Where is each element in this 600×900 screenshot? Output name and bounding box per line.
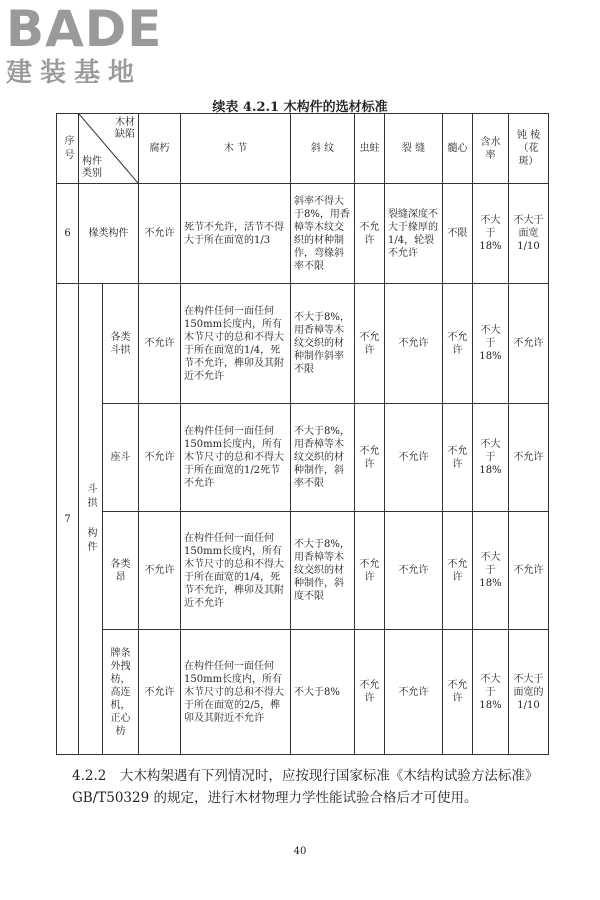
row7-item-insect: 不允许 bbox=[355, 630, 385, 755]
diag-top-label: 木材 缺陷 bbox=[115, 117, 135, 140]
row7-item-name: 各类昂 bbox=[103, 512, 139, 630]
row7-item-name: 牌条外拽枋，高连机，正心枋 bbox=[103, 630, 139, 755]
logo-main-text: BADE bbox=[6, 0, 163, 58]
row6-grain: 斜率不得大于8%，用香樟等木纹交织的材种制作，弯椽斜率不限 bbox=[291, 184, 355, 284]
row7-item-decay: 不允许 bbox=[139, 512, 181, 630]
row7-item-wane: 不允许 bbox=[509, 284, 549, 404]
row7-item-moisture: 不大于18% bbox=[473, 512, 509, 630]
row7-item-decay: 不允许 bbox=[139, 630, 181, 755]
timber-standard-table bbox=[56, 113, 549, 755]
row6-crack: 裂缝深度不大于椽厚的1/4，轮裂不允许 bbox=[385, 184, 443, 284]
row6-pith: 不限 bbox=[443, 184, 473, 284]
row7-group: 斗拱 构件 bbox=[79, 284, 103, 755]
row7-item-grain: 不大于8%，用香樟等木纹交织的材种制作，斜率不限 bbox=[291, 404, 355, 512]
row7-item-name: 座斗 bbox=[103, 404, 139, 512]
row7-item-insect: 不允许 bbox=[355, 404, 385, 512]
row6-seq: 6 bbox=[57, 184, 79, 284]
row7-item-pith: 不允许 bbox=[443, 512, 473, 630]
row7-item-moisture: 不大于18% bbox=[473, 630, 509, 755]
header-crack: 裂 缝 bbox=[385, 114, 443, 184]
row7-item-crack: 不允许 bbox=[385, 404, 443, 512]
row6-moisture: 不大于18% bbox=[473, 184, 509, 284]
header-row bbox=[57, 114, 549, 184]
header-grain: 斜 纹 bbox=[291, 114, 355, 184]
header-diagonal bbox=[79, 114, 139, 184]
row7-item-knot: 在构件任何一面任何150mm长度内，所有木节尺寸的总和不得大于所在面宽的1/4，死节不允许，榫卯及其附近不允许 bbox=[181, 512, 291, 630]
header-seq: 序号 bbox=[57, 114, 79, 184]
row7-item-grain: 不大于8% bbox=[291, 630, 355, 755]
row7-item-moisture: 不大于18% bbox=[473, 404, 509, 512]
row7-item-decay: 不允许 bbox=[139, 404, 181, 512]
header-pith: 髓心 bbox=[443, 114, 473, 184]
row6-knot: 死节不允许，活节不得大于所在面宽的1/3 bbox=[181, 184, 291, 284]
row7-item-insect: 不允许 bbox=[355, 284, 385, 404]
table-title: 续表 4.2.1 木构件的选材标准 bbox=[212, 100, 388, 115]
row7-item-decay: 不允许 bbox=[139, 284, 181, 404]
row7-item-grain: 不大于8%，用香樟等木纹交织的材种制作，斜度不限 bbox=[291, 512, 355, 630]
row7-item-pith: 不允许 bbox=[443, 404, 473, 512]
row7-item-name: 各类斗拱 bbox=[103, 284, 139, 404]
row7-item-grain: 不大于8%，用香樟等木纹交织的材种制作斜率不限 bbox=[291, 284, 355, 404]
row7-item-wane: 不允许 bbox=[509, 512, 549, 630]
row7-item-crack: 不允许 bbox=[385, 630, 443, 755]
row7-item-knot: 在构件任何一面任何150mm长度内，所有木节尺寸的总和不得大于所在面宽的1/2死节不允许 bbox=[181, 404, 291, 512]
row7-seq: 7 bbox=[57, 284, 79, 755]
row7-item-crack: 不允许 bbox=[385, 512, 443, 630]
row6-wane: 不大于面宽1/10 bbox=[509, 184, 549, 284]
diag-bottom-label: 构件 类别 bbox=[82, 156, 102, 179]
row7-item-pith: 不允许 bbox=[443, 630, 473, 755]
row7-item-moisture: 不大于18% bbox=[473, 284, 509, 404]
logo-sub-text: 建装基地 bbox=[6, 58, 143, 88]
clause-4-2-2-paragraph: 4.2.2 大木构架遇有下列情况时，应按现行国家标准《木结构试验方法标准》GB/T50329 的规定，进行木材物理力学性能试验合格后才可使用。 bbox=[72, 768, 539, 806]
row7-item-crack: 不允许 bbox=[385, 284, 443, 404]
row7-item-insect: 不允许 bbox=[355, 512, 385, 630]
row6-insect: 不允许 bbox=[355, 184, 385, 284]
header-wane: 钝 棱（花斑） bbox=[509, 114, 549, 184]
row6-category: 椽类构件 bbox=[79, 184, 139, 284]
header-knot: 木 节 bbox=[181, 114, 291, 184]
table-row bbox=[57, 404, 549, 512]
header-decay: 腐朽 bbox=[139, 114, 181, 184]
header-moisture: 含水率 bbox=[473, 114, 509, 184]
header-insect: 虫蛀 bbox=[355, 114, 385, 184]
row7-item-pith: 不允许 bbox=[443, 284, 473, 404]
table-row bbox=[57, 630, 549, 755]
row7-item-knot: 在构件任何一面任何150mm长度内，所有木节尺寸的总和不得大于所在面宽的1/4，死节不允许，榫卯及其附近不允许 bbox=[181, 284, 291, 404]
row7-item-wane: 不允许 bbox=[509, 404, 549, 512]
table-row bbox=[57, 284, 549, 404]
table-row bbox=[57, 184, 549, 284]
row7-item-knot: 在构件任何一面任何150mm长度内，所有木节尺寸的总和不得大于所在面宽的2/5，榫卯及其附近不允许 bbox=[181, 630, 291, 755]
table-row bbox=[57, 512, 549, 630]
row7-item-wane: 不大于面宽的1/10 bbox=[509, 630, 549, 755]
logo bbox=[6, 0, 176, 88]
row6-decay: 不允许 bbox=[139, 184, 181, 284]
page-number: 40 bbox=[293, 846, 307, 857]
